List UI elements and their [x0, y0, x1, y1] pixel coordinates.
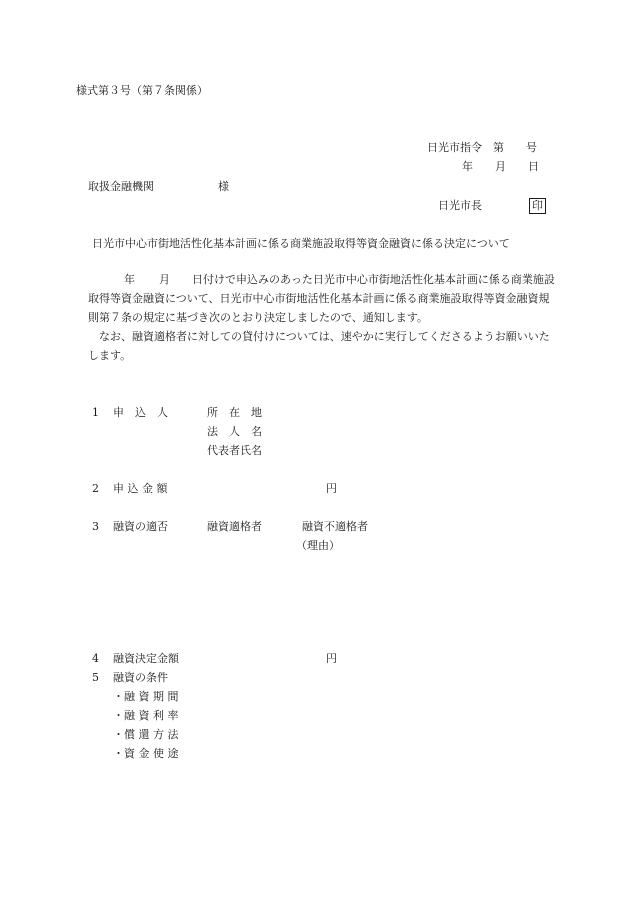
item-2-unit: 円: [326, 482, 337, 495]
addressee: 取扱金融機関: [88, 180, 154, 193]
condition-repayment: ・償 還 方 法: [113, 728, 179, 741]
condition-period: ・融 資 期 間: [113, 690, 179, 703]
item-5-label: 融資の条件: [113, 671, 168, 684]
item-3-reason: （理由）: [296, 539, 340, 552]
condition-use-of-funds: ・資 金 使 途: [113, 747, 179, 760]
body-month: 月: [159, 273, 170, 286]
item-1-field-corporate-name: 法 人 名: [207, 425, 262, 438]
item-4-unit: 円: [326, 652, 337, 665]
body-paragraph-2: なお、融資適格者に対しての貸付けについては、速やかに実行してくださるようお願いいたします。: [88, 330, 550, 362]
item-5-number: 5: [92, 671, 99, 684]
item-4-label: 融資決定金額: [113, 652, 179, 665]
item-3-number: 3: [92, 520, 99, 533]
item-2-label: 申 込 金 額: [113, 482, 168, 495]
issue-date: 年 月 日: [462, 160, 539, 173]
item-3-option-eligible: 融資適格者: [207, 520, 262, 533]
condition-rate: ・融 資 利 率: [113, 709, 179, 722]
item-1-label: 申 込 人: [113, 406, 168, 419]
item-1-field-representative: 代表者氏名: [207, 444, 262, 457]
designation-number: 日光市指令 第 号: [427, 141, 537, 154]
body-year: 年: [124, 273, 135, 286]
sender: 日光市長: [438, 199, 482, 212]
item-3-label: 融資の適否: [113, 520, 168, 533]
document-title: 日光市中心市街地活性化基本計画に係る商業施設取得等資金融資に係る決定について: [92, 237, 510, 250]
seal-mark: 印: [529, 198, 546, 214]
item-1-number: 1: [92, 406, 99, 419]
addressee-suffix: 様: [218, 180, 229, 193]
item-2-number: 2: [92, 482, 99, 495]
item-1-field-address: 所 在 地: [207, 406, 262, 419]
form-label: 様式第３号（第７条関係）: [76, 84, 208, 97]
item-3-option-ineligible: 融資不適格者: [302, 520, 368, 533]
body-paragraph-1: [88, 270, 558, 327]
body-text: 日付けで申込みのあった日光市中心市街地活性化基本計画に係る商業施設取得等資金融資について、日光市中心市街地活性化基本計画に係る商業施設取得等資金融資規則第７条の規定に基づき次のとおり決定しましたので、通知します。: [88, 273, 555, 324]
item-4-number: 4: [92, 652, 99, 665]
